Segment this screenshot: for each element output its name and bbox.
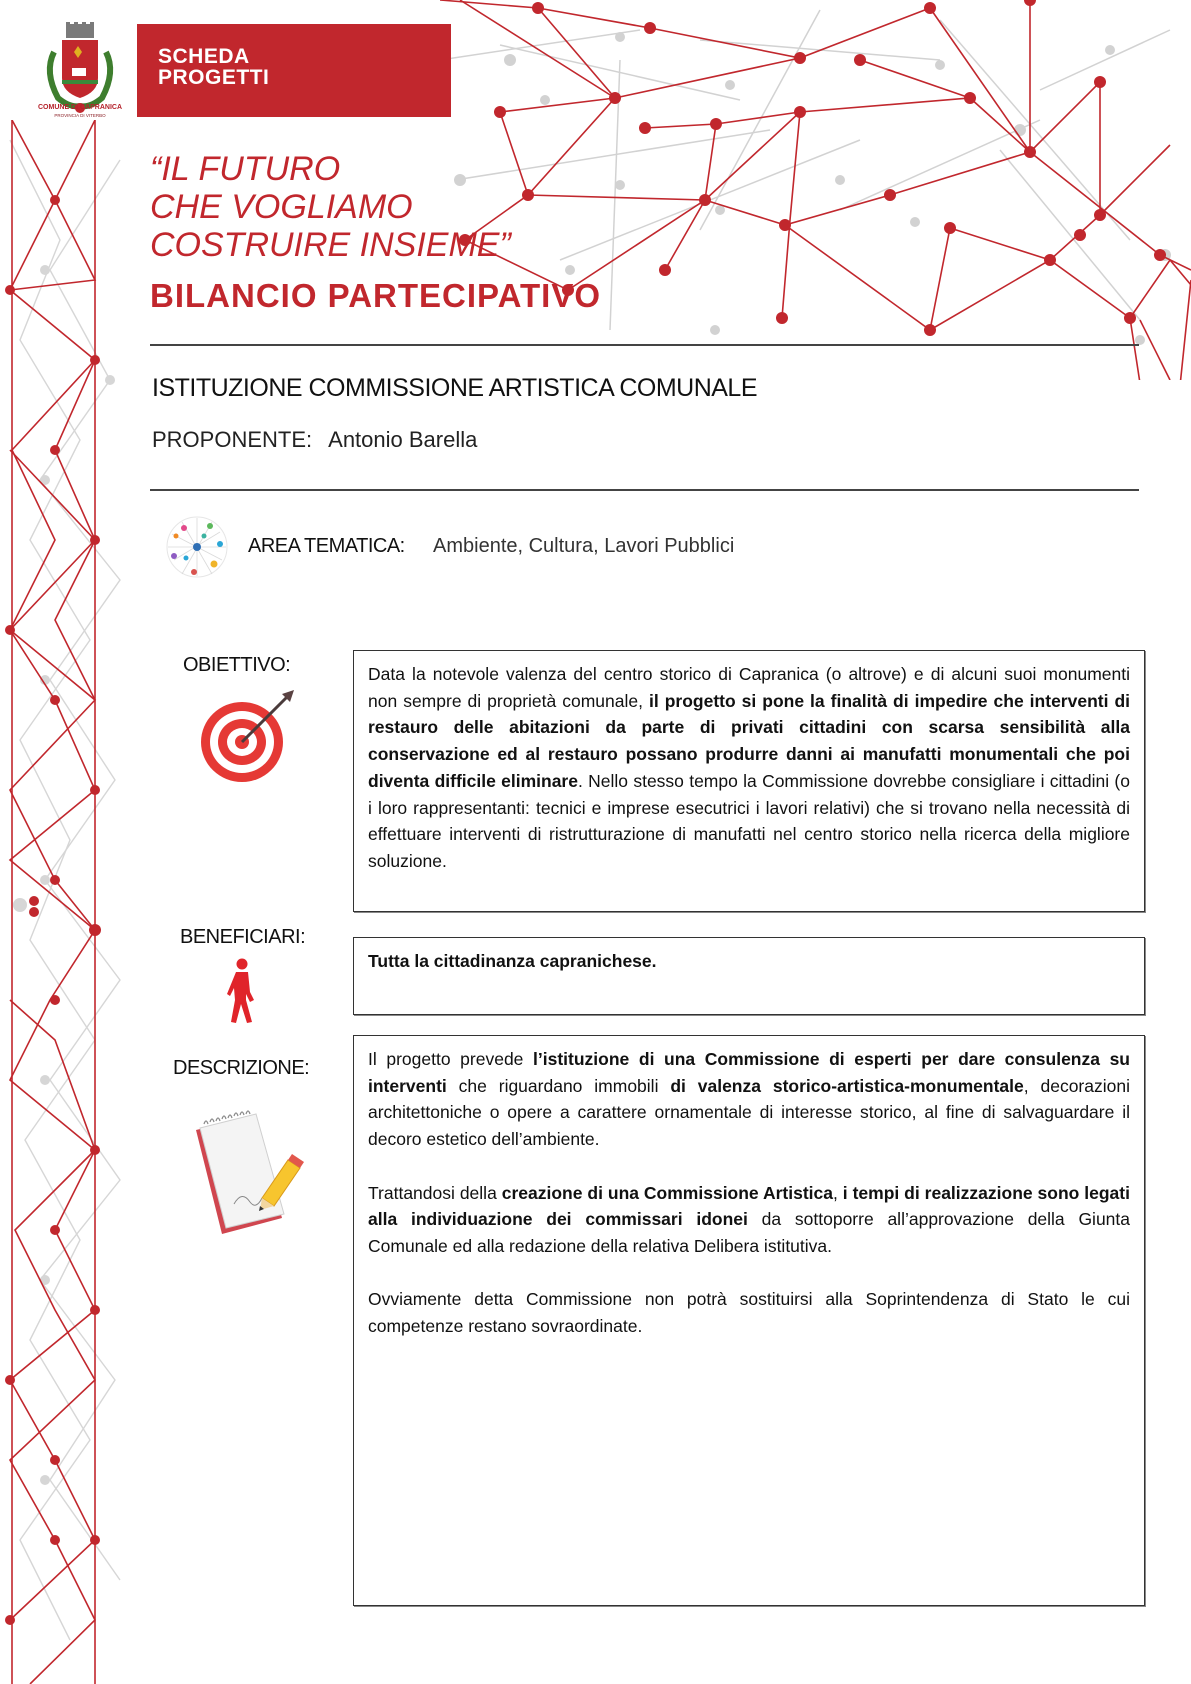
description-paragraph-2 <box>368 1180 1130 1260</box>
beneficiaries-text <box>368 948 1130 975</box>
network-decoration-left <box>0 120 150 1684</box>
slogan-line-3: COSTRUIRE INSIEME” <box>150 226 511 264</box>
walking-person-icon <box>222 958 264 1024</box>
area-label: AREA TEMATICA: <box>248 535 405 557</box>
objective-label: OBIETTIVO: <box>183 654 291 676</box>
program-title: BILANCIO PARTECIPATIVO <box>150 277 601 314</box>
description-text-part: che riguardano immobili <box>446 1075 671 1096</box>
description-text-bold: creazione di una Commissione Artistica <box>501 1182 833 1203</box>
description-text-part: , decorazioni architettoniche o opere a carattere ornamentale di interesse storico, al fine di salvaguardare il decoro estetico dell’ambiente. <box>368 1075 1130 1150</box>
divider-middle <box>150 489 1139 491</box>
description-text-bold: i tempi di realizzazione sono legati alla individuazione dei commissari idonei <box>368 1182 1130 1230</box>
description-text-bold: l’istituzione di una Commissione di esperti per dare consulenza su interventi <box>368 1049 1130 1096</box>
description-text-part: , <box>832 1182 843 1203</box>
objective-text-part: Data la notevole valenza del centro storico di Capranica (o altrove) e di alcuni suoi monumenti non sempre di proprietà comunale, <box>368 664 1130 711</box>
objective-text <box>368 661 1130 875</box>
divider-top <box>150 344 1139 346</box>
description-text-part: Ovviamente detta Commissione non potrà sostituirsi alla Soprintendenza di Stato le cui competenze restano sovraordinate. <box>368 1289 1130 1336</box>
description-text-part: Il progetto prevede <box>368 1049 534 1069</box>
proponent-row <box>152 427 477 453</box>
scheda-progetti-banner <box>137 24 451 117</box>
banner-line-1: SCHEDA <box>158 45 250 68</box>
municipality-caption <box>30 104 130 120</box>
description-text-part: Trattandosi della <box>368 1182 502 1203</box>
objective-box <box>353 650 1145 912</box>
banner-line-2: PROGETTI <box>158 66 270 89</box>
target-icon <box>196 688 306 788</box>
notepad-pencil-icon <box>186 1108 306 1238</box>
description-paragraph-1 <box>368 1046 1130 1153</box>
slogan-line-1: “IL FUTURO <box>150 150 341 188</box>
network-globe-icon <box>164 514 230 580</box>
project-title: ISTITUZIONE COMMISSIONE ARTISTICA COMUNALE <box>152 374 758 402</box>
municipality-name: COMUNE DI CAPRANICA <box>38 104 122 111</box>
area-value: Ambiente, Cultura, Lavori Pubblici <box>433 535 735 557</box>
province-name: PROVINCIA DI VITERBO <box>54 113 106 118</box>
description-paragraph-3 <box>368 1286 1130 1339</box>
description-box <box>353 1035 1145 1606</box>
slogan <box>150 150 511 264</box>
beneficiaries-text-bold: Tutta la cittadinanza capranichese. <box>368 951 657 971</box>
description-text-bold: di valenza storico-artistica-monumentale <box>670 1075 1024 1096</box>
description-label: DESCRIZIONE: <box>173 1057 310 1079</box>
network-decoration-top <box>440 0 1191 380</box>
slogan-line-2: CHE VOGLIAMO <box>150 188 413 226</box>
description-text-part: da sottoporre all’approvazione della Giunta Comunale ed alla redazione della relativa Delibera istitutiva. <box>368 1209 1130 1256</box>
proponent-label: PROPONENTE: <box>152 427 313 452</box>
proponent-name: Antonio Barella <box>328 427 478 452</box>
objective-text-part: . Nello stesso tempo la Commissione dovrebbe consigliare i cittadini (o i loro rappresentanti: tecnici e imprese esecutrici i lavori relativi) che si trovano nella necessità di effettuare interventi di ristrutturazione di manufatti nel centro storico nella ricerca della migliore soluzione. <box>368 770 1130 871</box>
banner-title <box>158 46 269 88</box>
beneficiaries-box <box>353 937 1145 1015</box>
objective-text-bold: il progetto si pone la finalità di impedire che interventi di restauro delle abitazioni da parte di privati cittadini con scarsa sensibilità alla conservazione ed al restauro possano produrre danni ai manufatti monumentali che poi diventa difficile eliminare <box>368 690 1131 791</box>
beneficiaries-label: BENEFICIARI: <box>180 926 306 948</box>
